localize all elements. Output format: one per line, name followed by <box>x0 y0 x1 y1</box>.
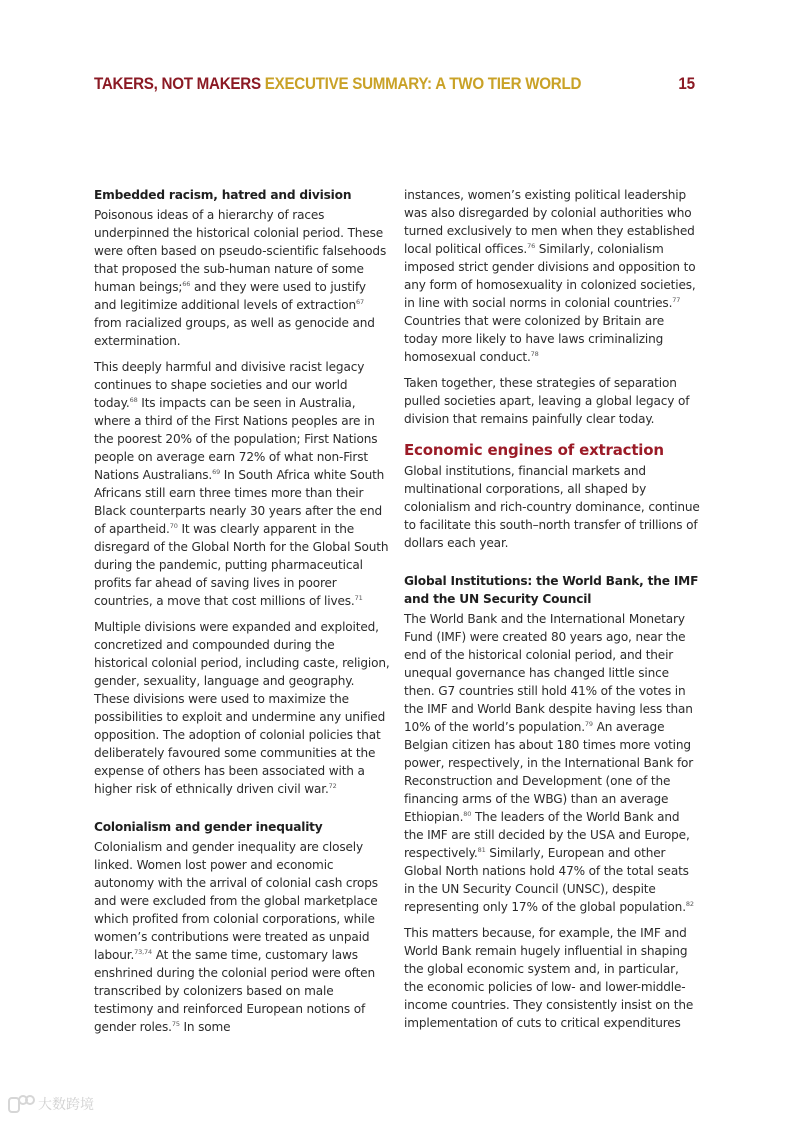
footnote-ref[interactable]: 68 <box>129 396 138 404</box>
footnote-ref[interactable]: 73,74 <box>134 948 153 956</box>
footnote-ref[interactable]: 67 <box>356 298 365 306</box>
subheading: Embedded racism, hatred and division <box>94 188 352 202</box>
section-embedded-racism <box>94 186 390 798</box>
section-heading: Economic engines of extraction <box>404 441 664 459</box>
left-column <box>94 186 390 1044</box>
section-colonialism-gender <box>94 818 390 1036</box>
footnote-ref[interactable]: 66 <box>182 280 191 288</box>
header-title <box>94 75 581 94</box>
paragraph: This deeply harmful and divisive racist legacy continues to shape societies and our world today.$^{68}$ Its impacts can be seen in Australia, where a third of the First Nations peoples are in the poorest 20% of the population; First Nations people on average earn 72% of what non-First Nations Australians.$^{69}$ In South Africa white South Africans still earn three times more than their Black counterparts nearly 30 years after the end of apartheid.$^{70}$ It was clearly apparent in the disregard of the Global North for the Global South during the pandemic, putting pharmaceutical profits far ahead of saving lives in poorer countries, a move that cost millions of lives.$^{71}$ <box>94 360 389 608</box>
watermark <box>8 1094 94 1114</box>
paragraph: Multiple divisions were expanded and exploited, concretized and compounded during the historical colonial period, including caste, religion, gender, sexuality, language and geography. These divisions were used to maximize the possibilities to exploit and undermine any unified opposition. The adoption of colonial policies that deliberately favoured some communities at the expense of others has been associated with a higher risk of ethnically driven civil war.$^{72}$ <box>94 620 390 796</box>
footnote-ref[interactable]: 75 <box>171 1020 180 1028</box>
footnote-ref[interactable]: 69 <box>212 468 221 476</box>
subheading: Global Institutions: the World Bank, the IMF and the UN Security Council <box>404 574 699 606</box>
footnote-ref[interactable]: 70 <box>169 522 178 530</box>
footnote-ref[interactable]: 82 <box>685 900 694 908</box>
paragraph: Taken together, these strategies of separation pulled societies apart, leaving a global legacy of division that remains painfully clear today. <box>404 376 690 426</box>
paragraph: instances, women’s existing political leadership was also disregarded by colonial authorities who turned exclusively to men when they established local political offices.$^{76}$ Similarly, colonialism imposed strict gender divisions and opposition to any form of homosexuality in colonized societies, in line with social norms in colonial countries.$^{77}$ Countries that were colonized by Britain are today more likely to have laws criminalizing homosexual conduct.$^{78}$ <box>404 188 696 364</box>
footnote-ref[interactable]: 72 <box>328 782 337 790</box>
subheading: Colonialism and gender inequality <box>94 820 323 834</box>
running-header <box>94 73 695 95</box>
paragraph: The World Bank and the International Monetary Fund (IMF) were created 80 years ago, near the end of the historical colonial period, and their unequal governance has changed little since then. G7 countries still hold 41% of the votes in the IMF and World Bank despite having less than 10% of the world’s population.$^{79}$ An average Belgian citizen has about 180 times more voting power, respectively, in the International Bank for Reconstruction and Development (one of the financing arms of the WBG) than an average Ethiopian.$^{80}$ The leaders of the World Bank and the IMF are still decided by the USA and Europe, respectively.$^{81}$ Similarly, European and other Global North nations hold 47% of the total seats in the UN Security Council (UNSC), despite representing only 17% of the global population.$^{82}$ <box>404 612 694 914</box>
header-report-title: TAKERS, NOT MAKERS <box>94 74 261 93</box>
watermark-text: 大数跨境 <box>38 1097 94 1113</box>
paragraph: Poisonous ideas of a hierarchy of races underpinned the historical colonial period. These were often based on pseudo-scientific falsehoods that proposed the sub-human nature of some human beings;$^{66}$ and they were used to justify and legitimize additional levels of extraction$^{67}$ from racialized groups, as well as genocide and extermination. <box>94 208 387 348</box>
footnote-ref[interactable]: 79 <box>584 720 593 728</box>
footnote-ref[interactable]: 80 <box>463 810 472 818</box>
footnote-ref[interactable]: 78 <box>530 350 539 358</box>
brand-logo-icon <box>8 1095 34 1113</box>
right-column <box>404 186 700 1040</box>
page-number: 15 <box>678 74 695 93</box>
paragraph: Global institutions, financial markets and multinational corporations, all shaped by colonialism and rich-country dominance, continue to facilitate this south–north transfer of trillions of dollars each year. <box>404 464 700 550</box>
footnote-ref[interactable]: 77 <box>672 296 681 304</box>
paragraph: This matters because, for example, the IMF and World Bank remain hugely influential in shaping the global economic system and, in particular, the economic policies of low- and lower-middle-income countries. They consistently insist on the implementation of cuts to critical expenditures <box>404 926 694 1030</box>
header-section-title: EXECUTIVE SUMMARY: A TWO TIER WORLD <box>264 74 582 93</box>
footnote-ref[interactable]: 71 <box>354 594 363 602</box>
paragraph: Colonialism and gender inequality are closely linked. Women lost power and economic autonomy with the arrival of colonial cash crops and were excluded from the global marketplace which profited from colonial corporations, while women’s contributions were treated as unpaid labour.$^{73,74}$ At the same time, customary laws enshrined during the colonial period were often transcribed by colonizers based on male testimony and reinforced European notions of gender roles.$^{75}$ In some <box>94 840 378 1034</box>
footnote-ref[interactable]: 81 <box>477 846 486 854</box>
footnote-ref[interactable]: 76 <box>527 242 536 250</box>
